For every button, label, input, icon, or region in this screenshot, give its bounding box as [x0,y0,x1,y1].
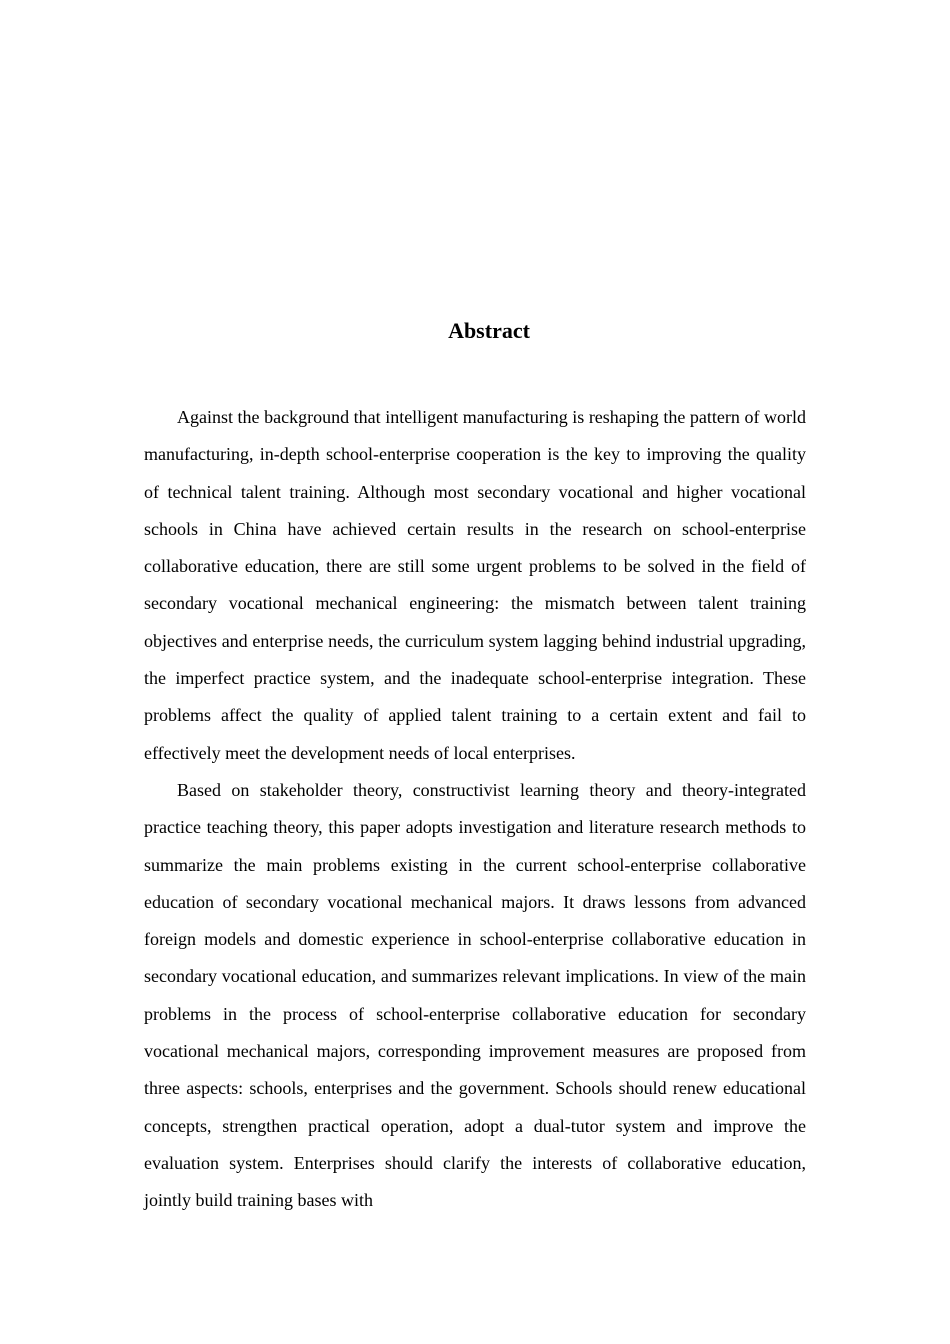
abstract-body [144,399,806,1220]
abstract-heading: Abstract [448,318,530,343]
abstract-paragraph-1: Against the background that intelligent manufacturing is reshaping the pattern of world manufacturing, in-depth school-enterprise cooperation is the key to improving the quality of technical talent training. Although most secondary vocational and higher vocational schools in China have achieved certain results in the research on school-enterprise collaborative education, there are still some urgent problems to be solved in the field of secondary vocational mechanical engineering: the mismatch between talent training objectives and enterprise needs, the curriculum system lagging behind industrial upgrading, the imperfect practice system, and the inadequate school-enterprise integration. These problems affect the quality of applied talent training to a certain extent and fail to effectively meet the development needs of local enterprises. [144,407,806,763]
abstract-paragraph-2: Based on stakeholder theory, constructivist learning theory and theory-integrated practice teaching theory, this paper adopts investigation and literature research methods to summarize the main problems existing in the current school-enterprise collaborative education of secondary vocational mechanical majors. It draws lessons from advanced foreign models and domestic experience in school-enterprise collaborative education in secondary vocational education, and summarizes relevant implications. In view of the main problems in the process of school-enterprise collaborative education for secondary vocational mechanical majors, corresponding improvement measures are proposed from three aspects: schools, enterprises and the government. Schools should renew educational concepts, strengthen practical operation, adopt a dual-tutor system and improve the evaluation system. Enterprises should clarify the interests of collaborative education, jointly build training bases with [144,779,806,1211]
